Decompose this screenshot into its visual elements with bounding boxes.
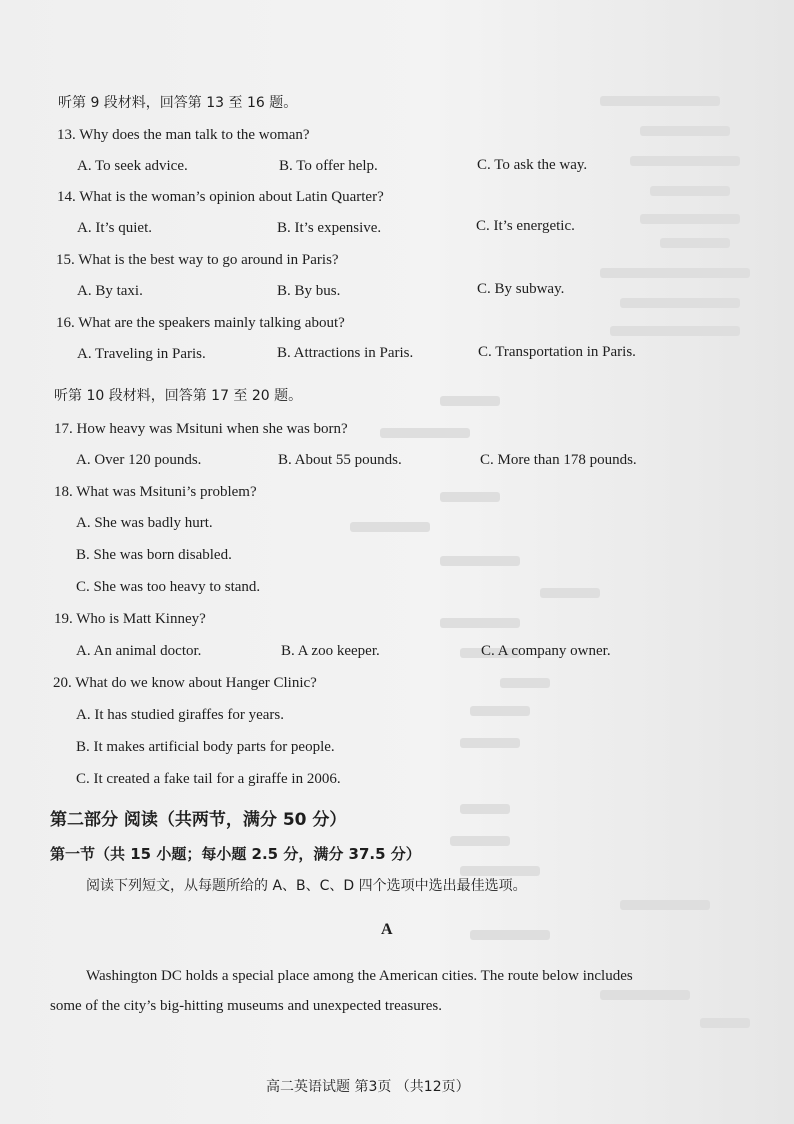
question-17-stem: 17. How heavy was Msituni when she was born? [54,421,348,437]
section-10-header: 听第 10 段材料，回答第 17 至 20 题。 [54,388,303,404]
question-18-option-c: C. She was too heavy to stand. [76,579,261,595]
question-18-option-a: A. She was badly hurt. [76,515,213,531]
question-14-stem: 14. What is the woman’s opinion about Latin Quarter? [57,189,384,205]
question-14-option-c: C. It’s energetic. [476,218,575,234]
question-16-option-b: B. Attractions in Paris. [277,345,414,361]
passage-label: A [381,921,393,938]
question-16-option-a: A. Traveling in Paris. [77,346,206,362]
question-20-option-a: A. It has studied giraffes for years. [76,707,284,723]
question-13-stem: 13. Why does the man talk to the woman? [57,127,310,143]
question-13-option-a: A. To seek advice. [77,158,188,174]
question-16-option-c: C. Transportation in Paris. [478,344,636,360]
question-14-option-a: A. It’s quiet. [77,220,152,236]
section-1-title: 第一节（共 15 小题；每小题 2.5 分，满分 37.5 分） [50,845,421,863]
question-17-option-c: C. More than 178 pounds. [480,452,637,468]
section-9-header: 听第 9 段材料，回答第 13 至 16 题。 [58,95,298,111]
question-15-option-c: C. By subway. [477,281,565,297]
question-17-option-b: B. About 55 pounds. [278,452,402,468]
question-15-stem: 15. What is the best way to go around in Paris? [56,252,339,268]
question-15-option-b: B. By bus. [277,283,341,299]
question-19-stem: 19. Who is Matt Kinney? [54,611,206,627]
page-footer: 高二英语试题 第3页 （共12页） [266,1079,470,1095]
part-2-title: 第二部分 阅读（共两节，满分 50 分） [50,810,347,830]
question-20-option-b: B. It makes artificial body parts for people. [76,739,335,755]
question-18-stem: 18. What was Msituni’s problem? [54,484,257,500]
passage-line-1: Washington DC holds a special place among the American cities. The route below includes [86,968,633,984]
question-18-option-b: B. She was born disabled. [76,547,232,563]
question-16-stem: 16. What are the speakers mainly talking about? [56,315,345,331]
passage-line-2: some of the city’s big-hitting museums and unexpected treasures. [50,998,442,1014]
question-13-option-b: B. To offer help. [279,158,378,174]
question-19-option-b: B. A zoo keeper. [281,643,380,659]
question-14-option-b: B. It’s expensive. [277,220,382,236]
reading-instruction: 阅读下列短文，从每题所给的 A、B、C、D 四个选项中选出最佳选项。 [86,878,527,894]
question-17-option-a: A. Over 120 pounds. [76,452,202,468]
question-15-option-a: A. By taxi. [77,283,143,299]
question-19-option-a: A. An animal doctor. [76,643,202,659]
question-20-option-c: C. It created a fake tail for a giraffe in 2006. [76,771,341,787]
question-20-stem: 20. What do we know about Hanger Clinic? [53,675,317,691]
question-19-option-c: C. A company owner. [481,643,611,659]
question-13-option-c: C. To ask the way. [477,157,588,173]
